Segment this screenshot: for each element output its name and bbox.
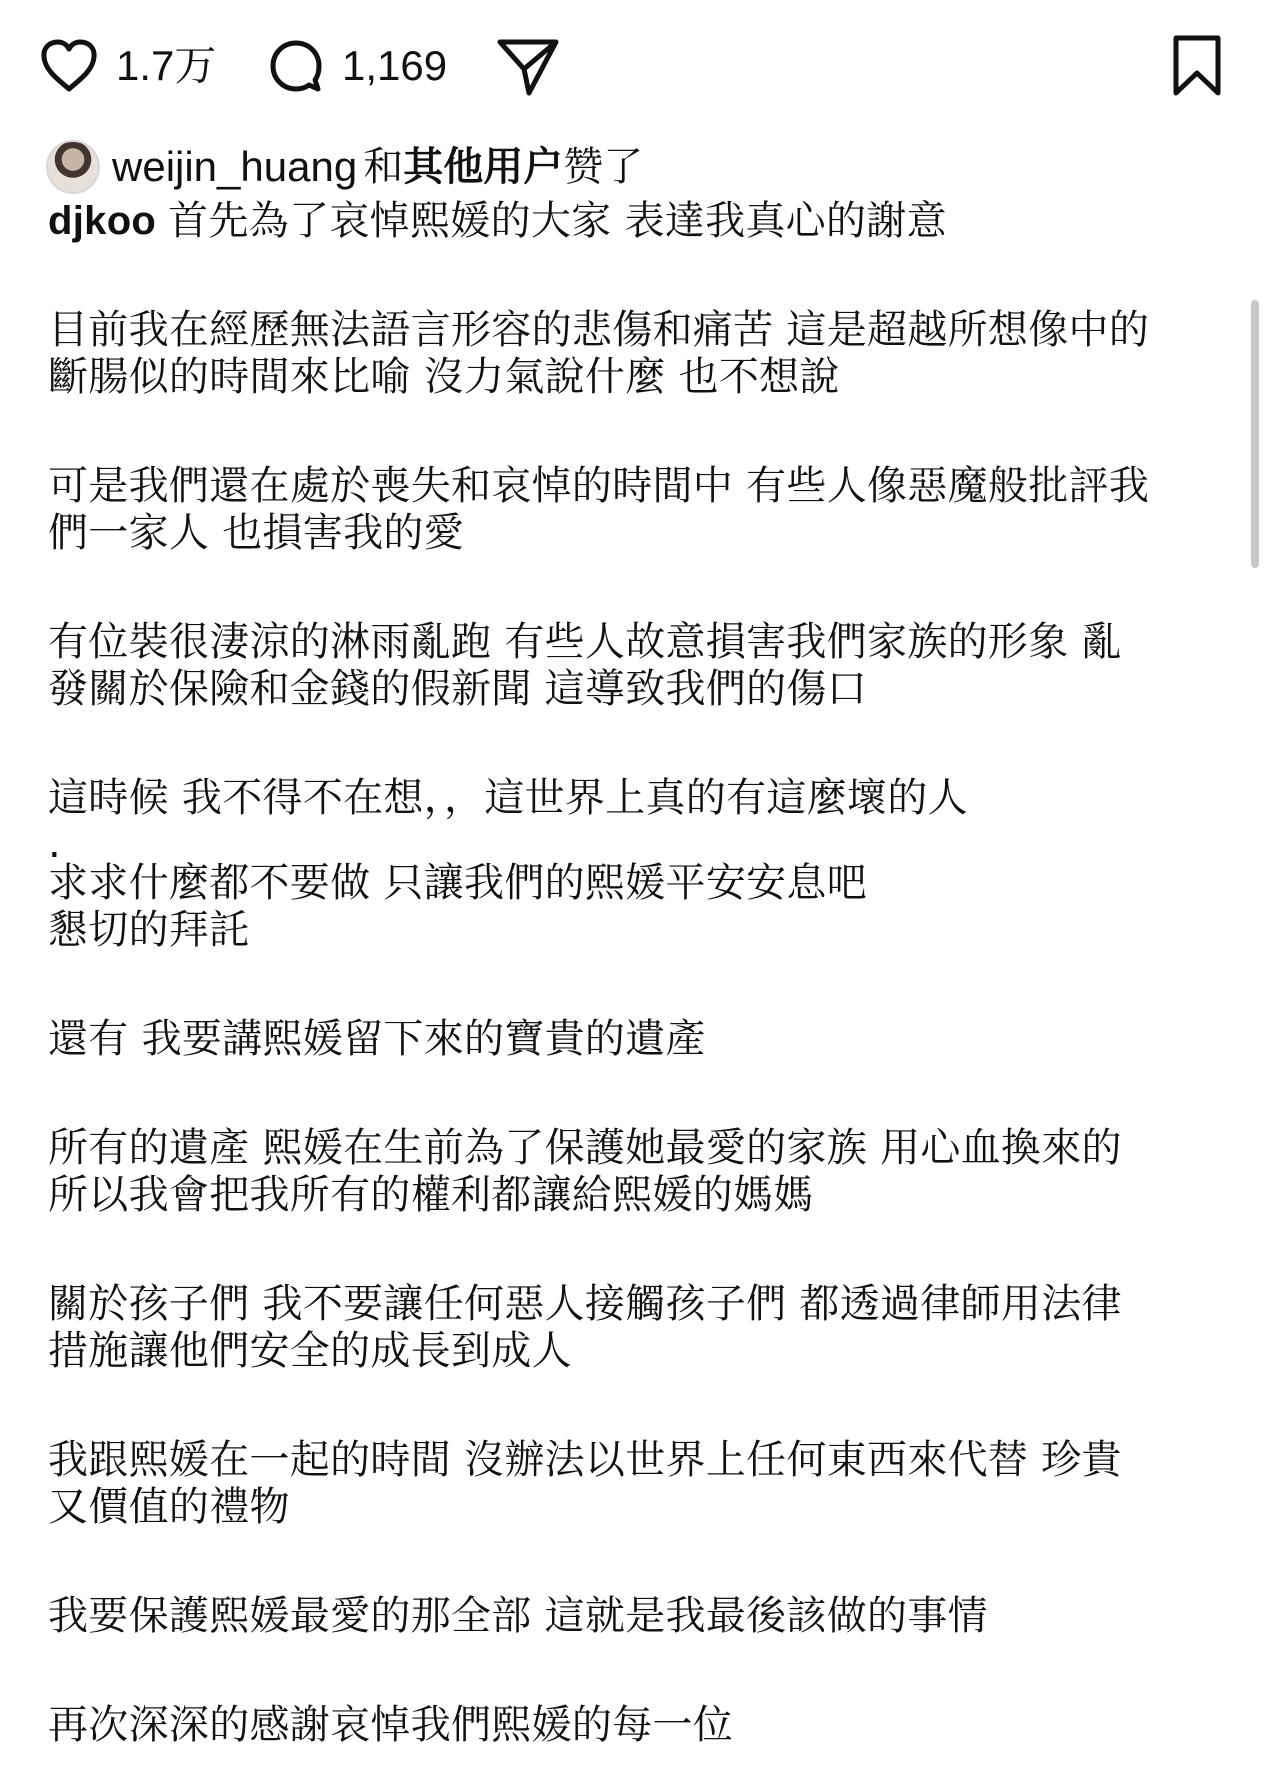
caption-line: 再次深深的感謝哀悼我們熙媛的每一位 bbox=[48, 1702, 734, 1748]
caption-line: 懇切的拜託 bbox=[48, 907, 250, 953]
caption-line: 目前我在經歷無法語言形容的悲傷和痛苦 這是超越所想像中的 bbox=[48, 307, 1150, 353]
caption-line: 可是我們還在處於喪失和哀悼的時間中 有些人像惡魔般批評我 bbox=[48, 463, 1150, 509]
caption-line: 求求什麼都不要做 只讓我們的熙媛平安安息吧 bbox=[48, 860, 868, 906]
caption-line: 我跟熙媛在一起的時間 沒辦法以世界上任何東西來代替 珍貴 bbox=[48, 1437, 1122, 1483]
caption-line: 這時候 我不得不在想，，這世界上真的有這麼壞的人 bbox=[48, 775, 968, 821]
avatar[interactable] bbox=[46, 140, 100, 194]
caption-line: 又價值的禮物 bbox=[48, 1484, 290, 1530]
others-liked-link[interactable]: 其他用户 bbox=[403, 144, 564, 190]
caption-line: 們一家人 也損害我的愛 bbox=[48, 510, 465, 556]
comment-icon[interactable] bbox=[268, 38, 324, 94]
like-count: 1.7万 bbox=[116, 42, 217, 89]
bookmark-icon[interactable] bbox=[1170, 34, 1224, 98]
caption-line: 所以我會把我所有的權利都讓給熙媛的媽媽 bbox=[48, 1172, 814, 1218]
caption-line: 發關於保險和金錢的假新聞 這導致我們的傷口 bbox=[48, 666, 868, 712]
likes-summary bbox=[46, 137, 643, 197]
post-caption bbox=[48, 198, 1240, 1749]
like-action[interactable] bbox=[40, 30, 216, 102]
caption-line: 措施讓他們安全的成長到成人 bbox=[48, 1328, 572, 1374]
caption-line: 我要保護熙媛最愛的那全部 這就是我最後該做的事情 bbox=[48, 1593, 988, 1639]
comment-count: 1,169 bbox=[342, 42, 448, 89]
caption-first-text: 首先為了哀悼熙媛的大家 表達我真心的謝意 bbox=[168, 198, 947, 244]
liked-text: 赞了 bbox=[563, 144, 644, 190]
vertical-scrollbar[interactable] bbox=[1251, 300, 1259, 568]
share-action[interactable] bbox=[495, 30, 561, 102]
caption-first-line bbox=[48, 198, 1240, 245]
caption-line: 所有的遺產 熙媛在生前為了保護她最愛的家族 用心血換來的 bbox=[48, 1125, 1122, 1171]
liked-by-username[interactable]: weijin_huang bbox=[112, 143, 358, 190]
caption-line: 關於孩子們 我不要讓任何惡人接觸孩子們 都透過律師用法律 bbox=[48, 1281, 1122, 1327]
caption-line: 還有 我要講熙媛留下來的寶貴的遺產 bbox=[48, 1016, 706, 1062]
caption-owner-username[interactable]: djkoo bbox=[48, 199, 157, 243]
caption-line: 有位裝很淒涼的淋雨亂跑 有些人故意損害我們家族的形象 亂 bbox=[48, 619, 1122, 665]
caption-line: 斷腸似的時間來比喻 沒力氣說什麼 也不想說 bbox=[48, 354, 840, 400]
caption-dot-line: . bbox=[48, 821, 62, 867]
comment-action[interactable] bbox=[268, 30, 447, 102]
post-action-bar bbox=[0, 0, 1280, 135]
likes-conjunction: 和 bbox=[363, 144, 404, 190]
paper-plane-icon[interactable] bbox=[495, 34, 561, 98]
save-action[interactable] bbox=[1170, 30, 1224, 102]
heart-icon[interactable] bbox=[40, 39, 98, 93]
